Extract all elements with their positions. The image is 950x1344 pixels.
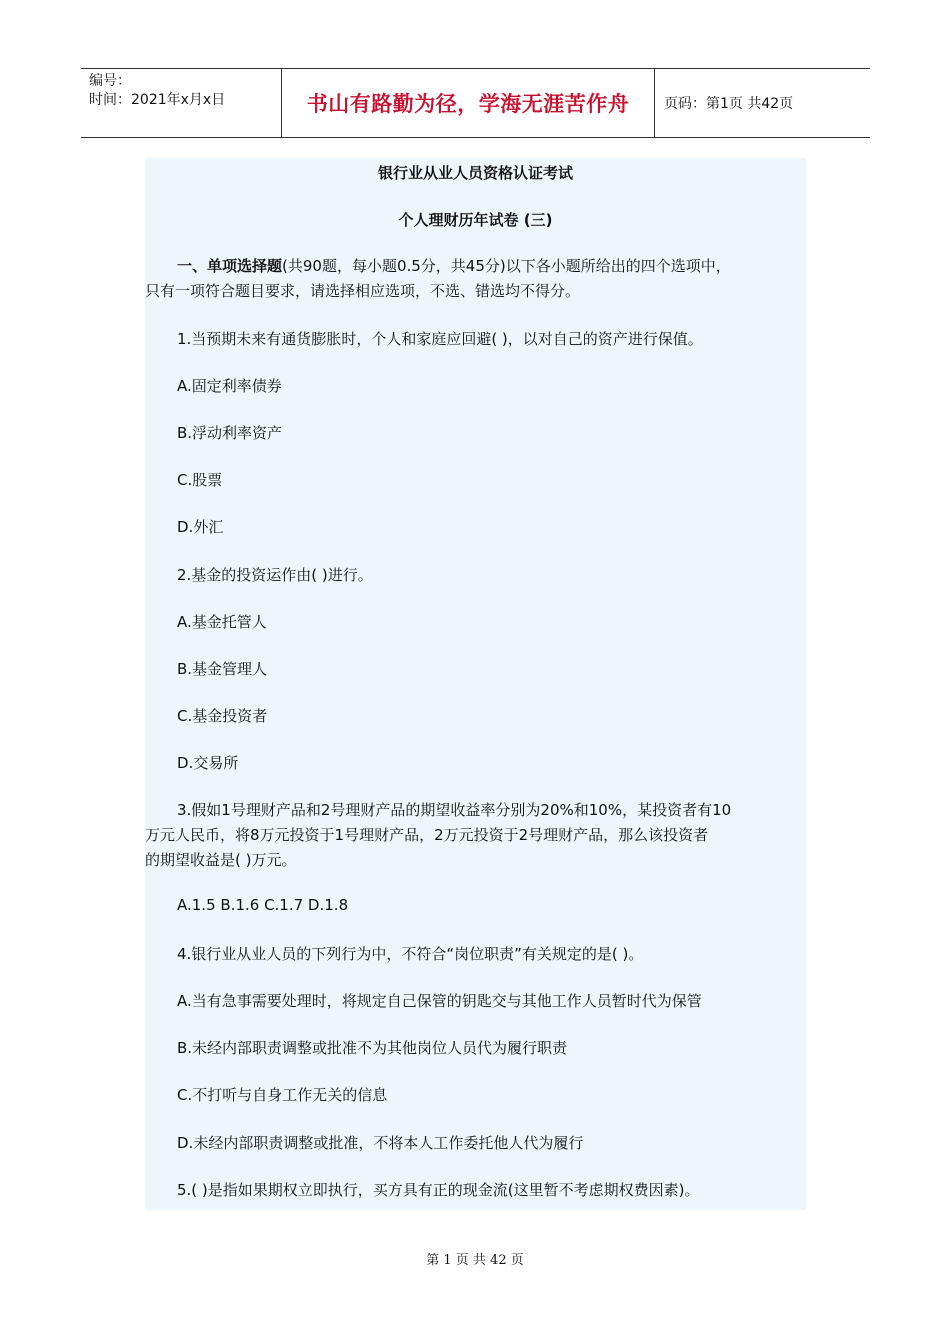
page-header	[81, 68, 870, 138]
question-2: 2.基金的投资运作由( )进行。	[177, 566, 373, 584]
option-2d: D.交易所	[177, 754, 239, 772]
section-intro	[145, 254, 806, 304]
option-4a: A.当有急事需要处理时，将规定自己保管的钥匙交与其他工作人员暂时代为保管	[177, 992, 702, 1010]
option-1a: A.固定利率债券	[177, 377, 282, 395]
section-text-2: 只有一项符合题目要求，请选择相应选项，不选、错选均不得分。	[145, 282, 581, 300]
option-1d: D.外汇	[177, 518, 224, 536]
section-text-1: (共90题，每小题0.5分，共45分)以下各小题所给出的四个选项中，	[282, 257, 731, 275]
section-heading: 一、单项选择题	[177, 257, 283, 275]
header-time-label: 时间：2021年x月x日	[89, 92, 226, 108]
option-1b: B.浮动利率资产	[177, 424, 283, 442]
question-3-line-3: 的期望收益是( )万元。	[145, 851, 297, 869]
option-1c: C.股票	[177, 471, 223, 489]
page-footer: 第 1 页 共 42 页	[426, 1253, 524, 1268]
option-2a: A.基金托管人	[177, 613, 267, 631]
header-meta	[81, 69, 282, 137]
question-3-line-1: 3.假如1号理财产品和2号理财产品的期望收益率分别为20%和10%，某投资者有10	[177, 801, 732, 819]
header-motto: 书山有路勤为径，学海无涯苦作舟	[282, 69, 655, 137]
question-5: 5.( )是指如果期权立即执行，买方具有正的现金流(这里暂不考虑期权费因素)。	[177, 1181, 700, 1199]
document-body	[145, 158, 806, 1210]
doc-title: 银行业从业人员资格认证考试	[377, 164, 573, 182]
doc-subtitle: 个人理财历年试卷 (三)	[398, 211, 553, 229]
header-page-info: 页码：第1页 共42页	[664, 96, 794, 112]
header-number-label: 编号：	[89, 73, 131, 89]
option-2b: B.基金管理人	[177, 660, 268, 678]
options-3: A.1.5 B.1.6 C.1.7 D.1.8	[177, 896, 349, 914]
question-3-line-2: 万元人民币，将8万元投资于1号理财产品，2万元投资于2号理财产品，那么该投资者	[145, 826, 709, 844]
option-2c: C.基金投资者	[177, 707, 268, 725]
option-4b: B.未经内部职责调整或批准不为其他岗位人员代为履行职责	[177, 1039, 568, 1057]
question-4: 4.银行业从业人员的下列行为中，不符合“岗位职责”有关规定的是( )。	[177, 945, 644, 963]
question-1: 1.当预期未来有通货膨胀时，个人和家庭应回避( )，以对自己的资产进行保值。	[177, 330, 703, 348]
option-4d: D.未经内部职责调整或批准，不将本人工作委托他人代为履行	[177, 1134, 584, 1152]
question-3	[145, 798, 806, 873]
option-4c: C.不打听与自身工作无关的信息	[177, 1086, 388, 1104]
